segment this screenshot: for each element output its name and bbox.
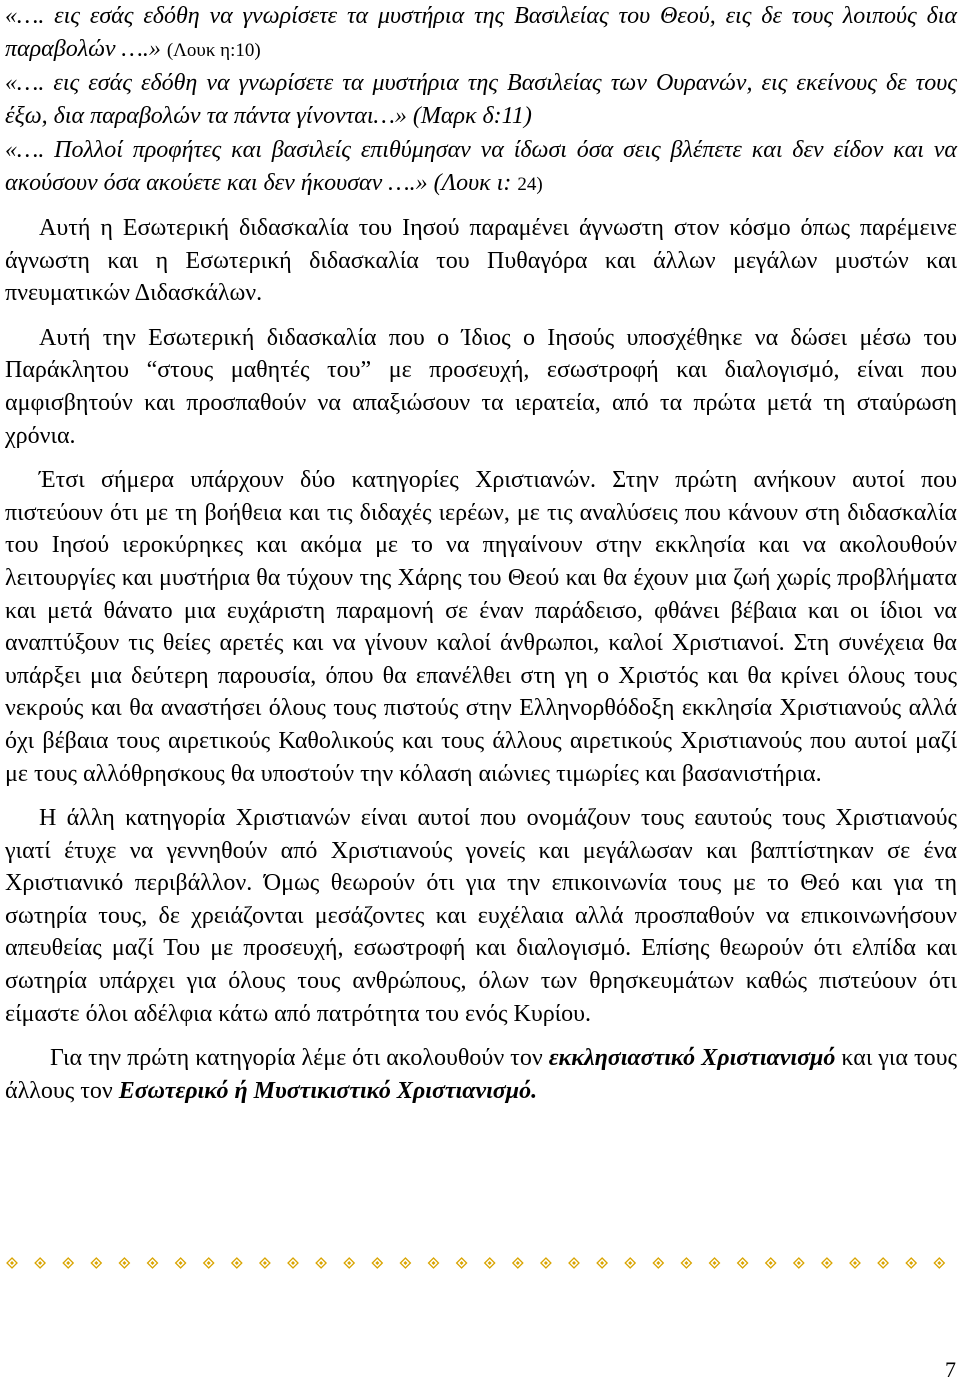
diamond-ornament-icon bbox=[513, 1258, 523, 1268]
conclusion-text: και για τους άλλους τον bbox=[5, 1045, 957, 1104]
quote-text: «…. εις εσάς εδόθη να γνωρίσετε τα μυστήρια της Βασιλείας του Θεού, εις δε τους λοιπούς δια παραβολών ….» bbox=[5, 3, 957, 62]
diamond-ornament-icon bbox=[316, 1258, 326, 1268]
scripture-quotes bbox=[5, 0, 957, 201]
paragraph-conclusion bbox=[5, 1042, 957, 1107]
diamond-ornament-icon bbox=[344, 1258, 354, 1268]
diamond-ornament-icon bbox=[35, 1258, 45, 1268]
quote-mark-4-11 bbox=[5, 67, 957, 134]
diamond-ornament-icon bbox=[63, 1258, 73, 1268]
diamond-ornament-icon bbox=[485, 1258, 495, 1268]
ecclesiastical-christianity-term: εκκλησιαστικό Χριστιανισμό bbox=[548, 1045, 836, 1072]
diamond-ornament-icon bbox=[119, 1258, 129, 1268]
diamond-ornament-icon bbox=[429, 1258, 439, 1268]
diamond-ornament-icon bbox=[176, 1258, 186, 1268]
esoteric-christianity-term: Εσωτερικό ή Μυστικιστικό Χριστιανισμό. bbox=[118, 1077, 538, 1104]
diamond-ornament-icon bbox=[260, 1258, 270, 1268]
diamond-ornament-icon bbox=[91, 1258, 101, 1268]
page-number: 7 bbox=[945, 1357, 956, 1382]
ornament-separator bbox=[0, 1256, 960, 1270]
quote-citation: (Λουκ η:10) bbox=[166, 40, 261, 61]
diamond-ornament-icon bbox=[597, 1258, 607, 1268]
quote-luke-10-24 bbox=[5, 134, 957, 201]
diamond-ornament-icon bbox=[766, 1258, 776, 1268]
diamond-ornament-icon bbox=[204, 1258, 214, 1268]
diamond-ornament-icon bbox=[7, 1258, 17, 1268]
conclusion-text: Για την πρώτη κατηγορία λέμε ότι ακολουθούν τον bbox=[50, 1045, 549, 1072]
diamond-ornament-icon bbox=[878, 1258, 888, 1268]
diamond-ornament-icon bbox=[400, 1258, 410, 1268]
diamond-ornament-icon bbox=[653, 1258, 663, 1268]
quote-text: «…. Πολλοί προφήτες και βασιλείς επιθύμησαν να ίδωσι όσα σεις βλέπετε και δεν είδον και να ακούσουν όσα ακούετε και δεν ήκουσαν ….» (Λουκ ι: bbox=[5, 137, 957, 196]
paragraph-second-category: Η άλλη κατηγορία Χριστιανών είναι αυτοί που ονομάζουν τους εαυτούς τους Χριστιανούς γιατί έτυχε να γεννηθούν από Χριστιανούς γονείς και μεγάλωσαν και βαπτίστηκαν σε ένα Χριστιανικό περιβάλλον. Όμως θεωρούν ότι για την επικοινωνία τους με το Θεό και για τη σωτηρία τους, δε χρειάζονται μεσάζοντες και ευχέλαια αλλά προσπαθούν να επικοινωνήσουν απευθείας μαζί Του με προσευχή, εσωστροφή και διαλογισμό. Επίσης θεωρούν ότι ελπίδα και σωτηρία υπάρχει για όλους τους ανθρώπους, όλων των θρησκευμάτων καθώς πιστεύουν ότι είμαστε όλοι αδέλφια κάτω από πατρότητα του ενός Κυρίου. bbox=[5, 805, 957, 1027]
diamond-ornament-icon bbox=[148, 1258, 158, 1268]
diamond-ornament-icon bbox=[738, 1258, 748, 1268]
diamond-ornament-icon bbox=[681, 1258, 691, 1268]
diamond-ornament-icon bbox=[625, 1258, 635, 1268]
document-page bbox=[5, 0, 957, 1107]
diamond-ornament-icon bbox=[288, 1258, 298, 1268]
diamond-ornament-icon bbox=[232, 1258, 242, 1268]
quote-citation: 24) bbox=[517, 174, 543, 195]
paragraph-first-category: Έτσι σήμερα υπάρχουν δύο κατηγορίες Χριστιανών. Στην πρώτη ανήκουν αυτοί που πιστεύουν ότι με τη βοήθεια και τις διδαχές ιερέων, με τις αναλύσεις που κάνουν στη διδασκαλία του Ιησού ιεροκύρηκες και ακόμα με το να πηγαίνουν στην εκκλησία και να ακολουθούν λειτουργίες και μυστήρια θα τύχουν της Χάρης του Θεού και θα έχουν μια ζωή χωρίς προβλήματα και μετά θάνατο μια ευχάριστη παραμονή σε έναν παράδεισο, φθάνει βέβαια και οι ίδιοι να αναπτύξουν τις θείες αρετές και να γίνουν καλοί άνθρωποι, καλοί Χριστιανοί. Στη συνέχεια θα υπάρξει μια δεύτερη παρουσία, όπου θα επανέλθει στη γη ο Χριστός και θα κρίνει όλους τους νεκρούς και θα αναστήσει όλους τους πιστούς στην Ελληνορθόδοξη εκκλησία Χριστιανούς αλλά όχι βέβαια τους αιρετικούς Καθολικούς και τους άλλους αιρετικούς Χριστιανούς που αυτοί μαζί με τους αλλόθρησκους θα υποστούν την κόλαση αιώνιες τιμωρίες και βασανιστήρια. bbox=[5, 467, 957, 787]
diamond-ornament-icon bbox=[710, 1258, 720, 1268]
diamond-ornament-icon bbox=[541, 1258, 551, 1268]
diamond-ornament-icon bbox=[569, 1258, 579, 1268]
diamond-ornament-icon bbox=[906, 1258, 916, 1268]
quote-luke-8-10 bbox=[5, 0, 957, 67]
diamond-ornament-icon bbox=[934, 1258, 944, 1268]
paragraph-esoteric-teaching: Αυτή η Εσωτερική διδασκαλία του Ιησού παραμένει άγνωστη στον κόσμο όπως παρέμεινε άγνωστη και η Εσωτερική διδασκαλία του Πυθαγόρα και άλλων μεγάλων μυστών και πνευματικών Διδασκάλων. bbox=[5, 215, 957, 307]
quote-text: «…. εις εσάς εδόθη να γνωρίσετε τα μυστήρια της Βασιλείας των Ουρανών, εις εκείνους δε τους έξω, δια παραβολών τα πάντα γίνονται…» (Μαρκ δ:11) bbox=[5, 70, 957, 129]
diamond-ornament-icon bbox=[457, 1258, 467, 1268]
diamond-ornament-icon bbox=[850, 1258, 860, 1268]
diamond-ornament-icon bbox=[794, 1258, 804, 1268]
paragraph-paraclete: Αυτή την Εσωτερική διδασκαλία που ο Ίδιος ο Ιησούς υποσχέθηκε να δώσει μέσω του Παράκλητου “στους μαθητές του” με προσευχή, εσωστροφή και διαλογισμό, είναι που αμφισβητούν και προσπαθούν να απαξιώσουν τα ιερατεία, από τα πρώτα μετά τη σταύρωση χρόνια. bbox=[5, 324, 957, 449]
diamond-ornament-icon bbox=[822, 1258, 832, 1268]
diamond-ornament-icon bbox=[372, 1258, 382, 1268]
